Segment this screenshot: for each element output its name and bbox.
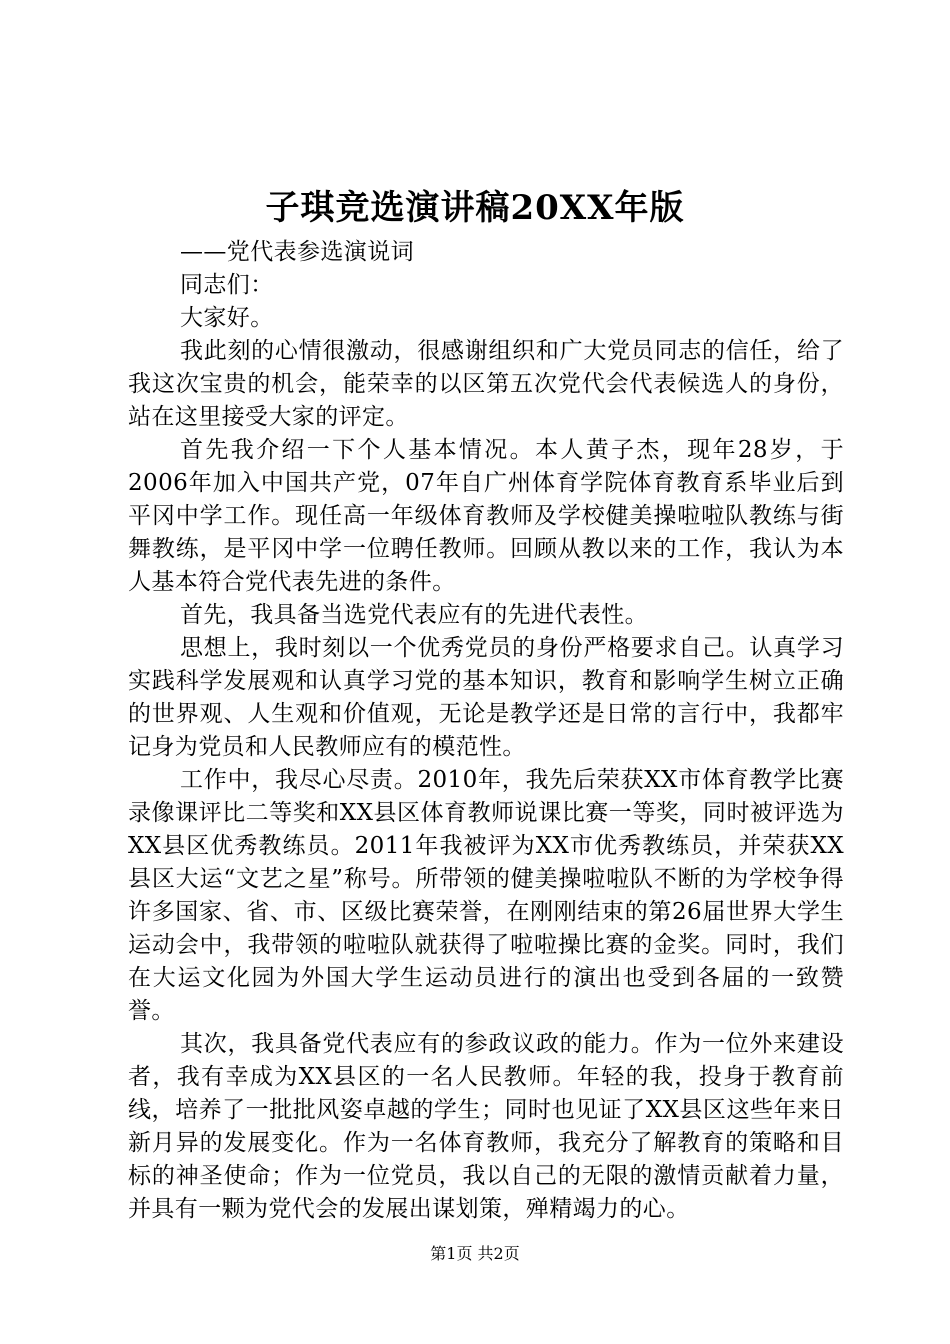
body-paragraph: 工作中，我尽心尽责。2010年，我先后荣获XX市体育教学比赛录像课评比二等奖和XX县区体育教师说课比赛一等奖，同时被评选为XX县区优秀教练员。2011年我被评为XX市优秀教练员，并荣获XX县区大运“文艺之星”称号。所带领的健美操啦啦队不断的为学校争得许多国家、省、市、区级比赛荣誉，在刚刚结束的第26届世界大学生运动会中，我带领的啦啦队就获得了啦啦操比赛的金奖。同时，我们在大运文化园为外国大学生运动员进行的演出也受到各届的一致赞誉。 xyxy=(128,767,844,1024)
greeting-paragraph: 大家好。 xyxy=(180,305,274,331)
body-paragraph: 首先，我具备当选党代表应有的先进代表性。 xyxy=(180,602,648,628)
document-body xyxy=(128,236,844,1226)
body-paragraph: 首先我介绍一下个人基本情况。本人黄子杰，现年28岁，于2006年加入中国共产党，07年自广州体育学院体育教育系毕业后到平冈中学工作。现任高一年级体育教师及学校健美操啦啦队教练与街舞教练，是平冈中学一位聘任教师。回顾从教以来的工作，我认为本人基本符合党代表先进的条件。 xyxy=(128,437,844,595)
document-title: 子琪竞选演讲稿20XX年版 xyxy=(265,188,685,228)
page-number-footer: 第1页 共2页 xyxy=(430,1244,520,1263)
body-paragraph: 我此刻的心情很激动，很感谢组织和广大党员同志的信任，给了我这次宝贵的机会，能荣幸的以区第五次党代会代表候选人的身份，站在这里接受大家的评定。 xyxy=(128,338,844,430)
subtitle-paragraph: ——党代表参选演说词 xyxy=(180,239,414,265)
salutation-paragraph: 同志们： xyxy=(180,272,274,298)
body-paragraph: 其次，我具备党代表应有的参政议政的能力。作为一位外来建设者，我有幸成为XX县区的一名人民教师。年轻的我，投身于教育前线，培养了一批批风姿卓越的学生；同时也见证了XX县区这些年来日新月异的发展变化。作为一名体育教师，我充分了解教育的策略和目标的神圣使命；作为一位党员，我以自己的无限的激情贡献着力量，并具有一颗为党代会的发展出谋划策，殚精竭力的心。 xyxy=(128,1031,844,1222)
body-paragraph: 思想上，我时刻以一个优秀党员的身份严格要求自己。认真学习实践科学发展观和认真学习党的基本知识，教育和影响学生树立正确的世界观、人生观和价值观，无论是教学还是日常的言行中，我都牢记身为党员和人民教师应有的模范性。 xyxy=(128,635,844,760)
